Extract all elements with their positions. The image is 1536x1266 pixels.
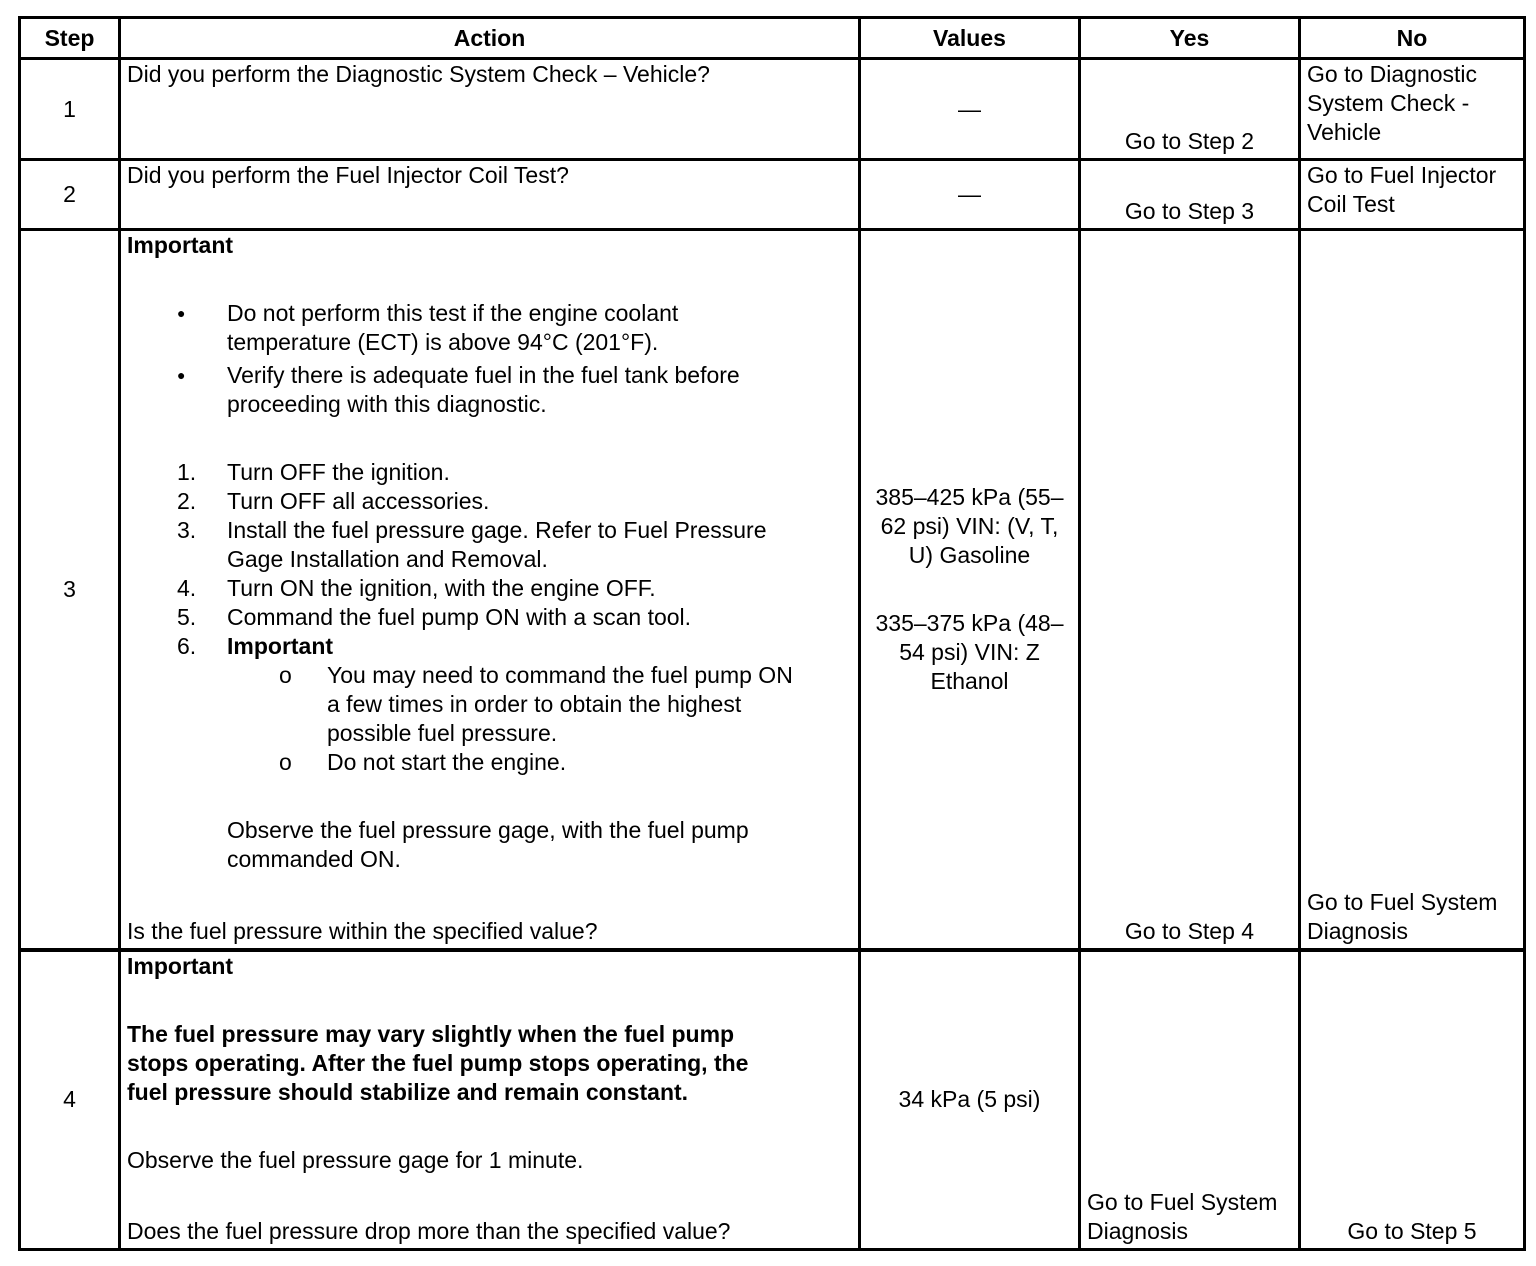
bullet-line: temperature (ECT) is above 94°C (201°F). [227,329,659,356]
yes-cell [1081,60,1301,161]
step-number: 2 [21,161,121,231]
values-cell: 34 kPa (5 psi) [861,952,1081,1248]
list-item [127,361,852,419]
yes-line: Go to Fuel System [1087,1189,1278,1215]
table-row [21,231,1523,952]
header-row [21,19,1523,60]
sub-line: a few times in order to obtain the highest [327,691,742,718]
sub-line: possible fuel pressure. [327,720,558,747]
important-label: Important [127,232,234,259]
table-row [21,952,1523,1248]
step-index: 6. [177,633,197,660]
question-text: Is the fuel pressure within the specified value? [127,917,598,944]
no-line: Go to Fuel Injector [1307,162,1497,189]
list-item [127,487,852,516]
value-line: 54 psi) VIN: Z [899,638,1040,665]
step-index: 3. [177,517,197,544]
sub-line: Do not start the engine. [327,749,567,776]
no-line: Go to Diagnostic [1307,61,1478,88]
step-line: Turn OFF all accessories. [227,488,490,515]
list-item [127,516,852,574]
values-cell [861,231,1081,952]
note-line: fuel pressure should stabilize and remain constant. [127,1078,689,1105]
important-bullets [127,299,852,419]
no-line: Vehicle [1307,119,1382,146]
values-cell: — [861,161,1081,231]
no-line: Diagnosis [1307,917,1408,944]
bullet-line: ● Do not perform this test if the engine coolant [227,300,679,327]
list-item [127,603,852,632]
observe-line: Observe the fuel pressure gage, with the fuel pump [227,817,749,844]
value-ethanol [867,609,1072,696]
no-line: Coil Test [1307,191,1395,218]
important-note [127,1020,852,1107]
yes-link[interactable] [1087,1188,1292,1246]
no-line: System Check - [1307,90,1470,117]
step-line: Turn OFF the ignition. [227,459,450,486]
sub-marker: o [279,662,292,689]
yes-link[interactable]: Go to Step 2 [1124,128,1255,155]
note-line: The fuel pressure may vary slightly when the fuel pump [127,1020,735,1047]
yes-link[interactable]: Go to Step 4 [1124,917,1255,944]
no-cell [1301,60,1523,161]
observe-text: Observe the fuel pressure gage for 1 minute. [127,1146,584,1173]
yes-line: Diagnosis [1087,1218,1188,1244]
action-cell [121,231,861,952]
action-cell [121,952,861,1248]
yes-cell [1081,952,1301,1248]
step-index: 4. [177,575,197,602]
sub-line: You may need to command the fuel pump ON [327,662,793,689]
value-line: Ethanol [930,667,1009,694]
step-line: Command the fuel pump ON with a scan tool. [227,604,692,631]
step-number: 1 [21,60,121,161]
step-line: Install the fuel pressure gage. Refer to Fuel Pressure [227,517,767,544]
no-line: Go to Fuel System [1307,888,1498,915]
no-cell [1301,952,1523,1248]
no-cell [1301,231,1523,952]
action-text: Did you perform the Fuel Injector Coil Test? [127,162,569,189]
step-number: 3 [21,231,121,952]
action-text: Did you perform the Diagnostic System Check – Vehicle? [127,61,710,88]
no-link[interactable] [1307,888,1517,946]
no-cell [1301,161,1523,231]
step-line: Turn ON the ignition, with the engine OFF. [227,575,656,602]
important-label: Important [127,952,234,979]
table-row [21,161,1523,231]
value-gasoline [867,483,1072,570]
header-step: Step [21,19,121,60]
action-cell [121,60,861,161]
yes-link[interactable]: Go to Step 3 [1124,198,1255,225]
note-line: stops operating. After the fuel pump stops operating, the [127,1049,749,1076]
value-line: U) Gasoline [908,541,1031,568]
question-text: Does the fuel pressure drop more than the specified value? [127,1218,731,1244]
observe-line: commanded ON. [227,846,401,873]
value-line: 335–375 kPa (48– [875,609,1064,636]
action-cell [121,161,861,231]
yes-cell [1081,161,1301,231]
value-line: 62 psi) VIN: (V, T, [880,512,1059,539]
header-yes: Yes [1081,19,1301,60]
no-link[interactable] [1307,161,1517,219]
no-link[interactable]: Go to Step 5 [1347,1218,1477,1244]
header-action: Action [121,19,861,60]
diagnostic-table [18,16,1526,1251]
bullet-line: proceeding with this diagnostic. [227,391,547,418]
values-cell: — [861,60,1081,161]
step-index: 1. [177,459,197,486]
step-line: Important [227,633,334,660]
step-line: Gage Installation and Removal. [227,546,548,573]
no-link[interactable] [1307,60,1517,147]
list-item [127,458,852,487]
header-values: Values [861,19,1081,60]
table-row [21,60,1523,161]
header-no: No [1301,19,1523,60]
observe-text [127,816,852,874]
yes-cell [1081,231,1301,952]
list-item [127,574,852,603]
sub-marker: o [279,749,292,776]
list-item [127,748,852,777]
step-index: 2. [177,488,197,515]
list-item [127,661,852,748]
value-line: 385–425 kPa (55– [875,483,1064,510]
bullet-line: ● Verify there is adequate fuel in the fuel tank before [227,362,740,389]
list-item [127,299,852,357]
list-item [127,632,852,661]
step-index: 5. [177,604,197,631]
step-number: 4 [21,952,121,1248]
